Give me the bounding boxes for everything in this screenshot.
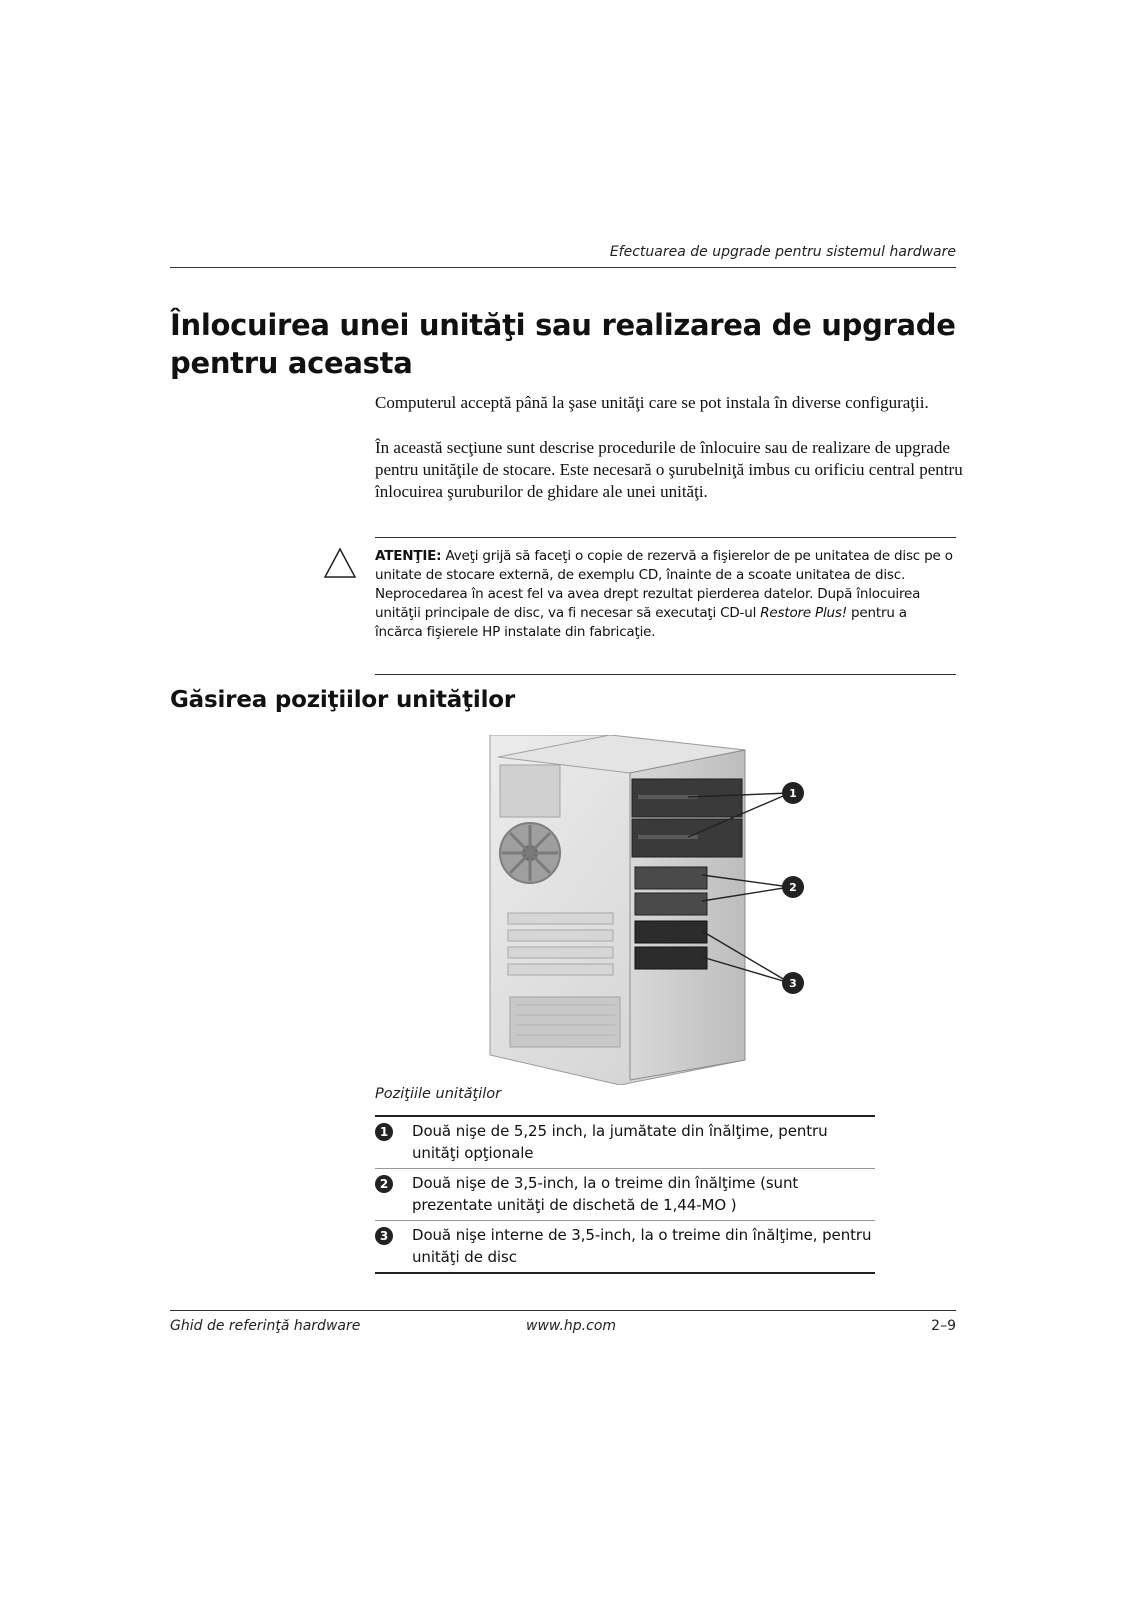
caution-icon [323,547,357,579]
callout-3-label: 3 [789,977,797,990]
running-header: Efectuarea de upgrade pentru sistemul hardware [609,244,956,260]
footer-guide-title: Ghid de referinţă hardware [170,1318,361,1334]
legend-number: 2 [375,1175,393,1193]
caution-rule-top [375,537,956,538]
caution-label: ATENŢIE: [375,548,442,564]
figure-caption: Poziţiile unităţilor [375,1086,502,1102]
procedure-paragraph: În această secţiune sunt descrise procedurile de înlocuire sau de realizare de upgrade pentru unităţile de stocare. Este necesară o şurubelniţă imbus cu orificiu central pentru înlocuirea şuruburilor de ghidare ale unei unităţi. [375,438,963,501]
legend-row [375,1169,875,1221]
legend-number: 1 [375,1123,393,1141]
legend-number: 3 [375,1227,393,1245]
footer-rule [170,1310,956,1311]
page-title: Înlocuirea unei unităţi sau realizarea de upgrade pentru aceasta [170,308,956,380]
footer-url: www.hp.com [526,1318,617,1334]
legend-table [375,1115,875,1274]
callout-2 [782,876,804,898]
legend-row [375,1221,875,1274]
callout-3 [782,972,804,994]
caution-product-name: Restore Plus! [760,605,847,621]
caution-rule-bottom [375,674,956,675]
page-number: 2–9 [931,1318,956,1334]
legend-text: Două nişe de 5,25 inch, la jumătate din înălţime, pentru unităţi opţionale [412,1122,828,1162]
legend-row [375,1115,875,1169]
callout-1 [782,782,804,804]
drive-positions-figure [480,735,830,1085]
callout-1-label: 1 [789,787,797,800]
caution-note [375,547,958,642]
intro-paragraph: Computerul acceptă până la şase unităţi care se pot instala în diverse configuraţii. [375,393,929,412]
caution-text-after: pentru a încărca fişierele HP instalate din fabricaţie. [375,605,907,640]
section-heading: Găsirea poziţiilor unităţilor [170,687,516,713]
legend-text: Două nişe interne de 3,5-inch, la o treime din înălţime, pentru unităţi de disc [412,1226,872,1266]
header-rule [170,267,956,268]
callout-2-label: 2 [789,881,797,894]
caution-text-before: Aveţi grijă să faceţi o copie de rezervă a fişierelor de pe unitatea de disc pe o unitate de stocare externă, de exemplu CD, înainte de a scoate unitatea de disc. Neprocedarea în acest fel va avea drept rezultat pierderea datelor. După înlocuirea unităţii principale de disc, va fi necesar să executaţi CD-ul [375,548,953,621]
legend-text: Două nişe de 3,5-inch, la o treime din înălţime (sunt prezentate unităţi de dischetă de 1,44-MO ) [412,1174,799,1214]
